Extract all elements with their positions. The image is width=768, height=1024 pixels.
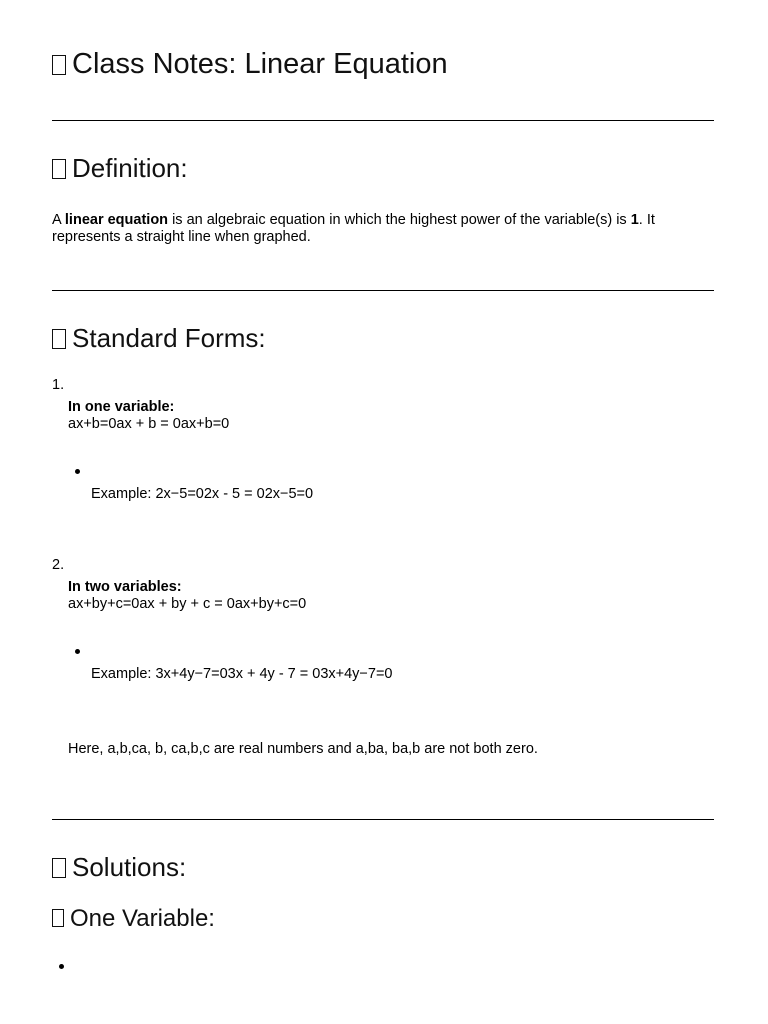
list-number: 2. — [52, 557, 65, 573]
list-item — [68, 579, 306, 613]
book-emoji-icon — [52, 159, 66, 179]
pencil-emoji-icon — [52, 909, 64, 927]
target-emoji-icon — [52, 858, 66, 878]
form-label: In two variables: — [68, 579, 182, 595]
page-title: Class Notes: Linear Equation — [52, 50, 448, 79]
note-paragraph: Here, a,b,ca, b, ca,b,c are real numbers and a,ba, ba,b are not both zero. — [68, 741, 538, 757]
notes-emoji-icon — [52, 55, 66, 75]
definition-paragraph: A linear equation is an algebraic equation in which the highest power of the variable(s) is 1. It represents a straight line when graphed. — [52, 212, 655, 245]
bullet-icon — [75, 649, 80, 654]
one-variable-heading: One Variable: — [52, 907, 215, 931]
list-number: 1. — [52, 377, 65, 393]
form-formula: ax+by+c=0ax + by + c = 0ax+by+c=0 — [68, 596, 307, 612]
divider — [52, 120, 714, 121]
list-item — [68, 399, 229, 433]
solutions-heading: Solutions: — [52, 854, 186, 880]
form-formula: ax+b=0ax + b = 0ax+b=0 — [68, 416, 230, 432]
definition-heading: Definition: — [52, 155, 188, 181]
form-example: Example: 2x−5=02x - 5 = 02x−5=0 — [91, 486, 314, 502]
divider — [52, 290, 714, 291]
pin-emoji-icon — [52, 329, 66, 349]
bullet-icon — [75, 469, 80, 474]
divider — [52, 819, 714, 820]
form-label: In one variable: — [68, 399, 175, 415]
standard-forms-heading: Standard Forms: — [52, 325, 266, 351]
bullet-icon — [59, 964, 64, 969]
form-example: Example: 3x+4y−7=03x + 4y - 7 = 03x+4y−7=0 — [91, 666, 393, 682]
